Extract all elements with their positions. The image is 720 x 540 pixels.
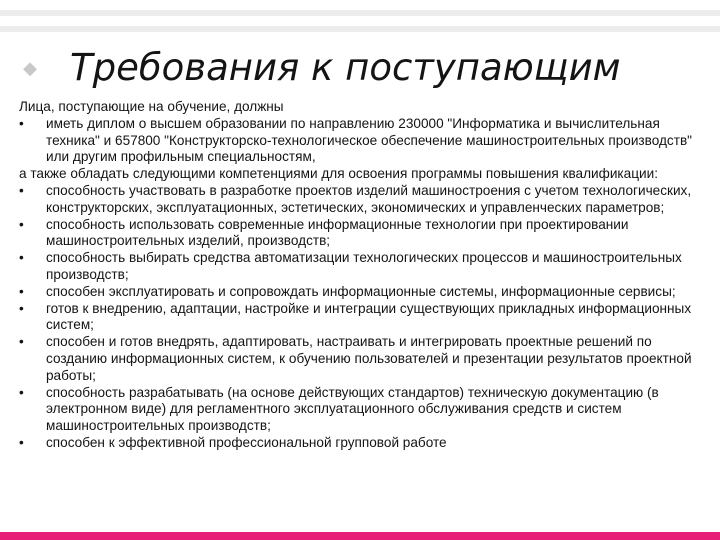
bullet-icon: • bbox=[19, 216, 24, 232]
intro-text: Лица, поступающие на обучение, должны bbox=[19, 99, 284, 114]
bottom-accent-border bbox=[0, 532, 720, 540]
bullet-icon: • bbox=[19, 182, 24, 198]
background-stripe bbox=[0, 26, 720, 32]
bullet-icon: • bbox=[19, 384, 24, 400]
bullet-icon: • bbox=[19, 434, 24, 450]
competency-item bbox=[19, 385, 699, 435]
competency-item bbox=[19, 435, 699, 452]
competencies-intro: а также обладать следующими компетенциями для освоения программы повышения квалификации: bbox=[19, 166, 658, 182]
competency-item bbox=[19, 217, 699, 251]
requirement-item bbox=[19, 116, 699, 166]
slide-body bbox=[19, 99, 699, 452]
competency-text: способен эксплуатировать и сопровождать информационные системы, информационные сервисы; bbox=[46, 283, 676, 299]
bullet-icon: • bbox=[19, 115, 24, 131]
competency-item bbox=[19, 301, 699, 335]
competency-item bbox=[19, 250, 699, 284]
requirement-text: иметь диплом о высшем образовании по направлению 230000 "Информатика и вычислительная техника" и 657800 "Конструкторско-технологическое обеспечение машиностроительных производств" или другим профильным специальностям, bbox=[46, 115, 692, 165]
competency-text: способен к эффективной профессиональной групповой работе bbox=[46, 434, 447, 450]
slide-title: Требования к поступающим bbox=[70, 46, 621, 89]
competency-text: способность использовать современные информационные технологии при проектировании машиностроительных изделий, производств; bbox=[46, 216, 629, 249]
bullet-icon: • bbox=[19, 250, 24, 266]
competency-text: способен и готов внедрять, адаптировать, настраивать и интегрировать проектные решений по созданию информационных систем, к обучению пользователей и презентации результатов проектной работы; bbox=[46, 334, 692, 383]
competency-item bbox=[19, 334, 699, 384]
competency-text: способность участвовать в разработке проектов изделий машиностроения с учетом технологических, конструкторских, эксплуатационных, эстетических, экономических и управленческих параметров; bbox=[46, 182, 692, 215]
competency-item bbox=[19, 284, 699, 301]
bullet-icon: • bbox=[19, 283, 24, 299]
requirements-list bbox=[19, 116, 699, 166]
competency-item bbox=[19, 183, 699, 217]
bullet-icon: • bbox=[19, 334, 24, 350]
background-stripe bbox=[0, 10, 720, 16]
competencies-list bbox=[19, 183, 699, 452]
corner-decoration-icon: ◆ bbox=[23, 58, 37, 78]
bullet-icon: • bbox=[19, 300, 24, 316]
competency-text: способность разрабатывать (на основе действующих стандартов) техническую документацию (в электронном виде) для регламентного эксплуатационного обслуживания средств и систем машиностроительных производств; bbox=[46, 384, 659, 434]
competency-text: способность выбирать средства автоматизации технологических процессов и машиностроительных производств; bbox=[46, 250, 682, 282]
competency-text: готов к внедрению, адаптации, настройке и интеграции существующих прикладных информационных систем; bbox=[46, 300, 692, 333]
